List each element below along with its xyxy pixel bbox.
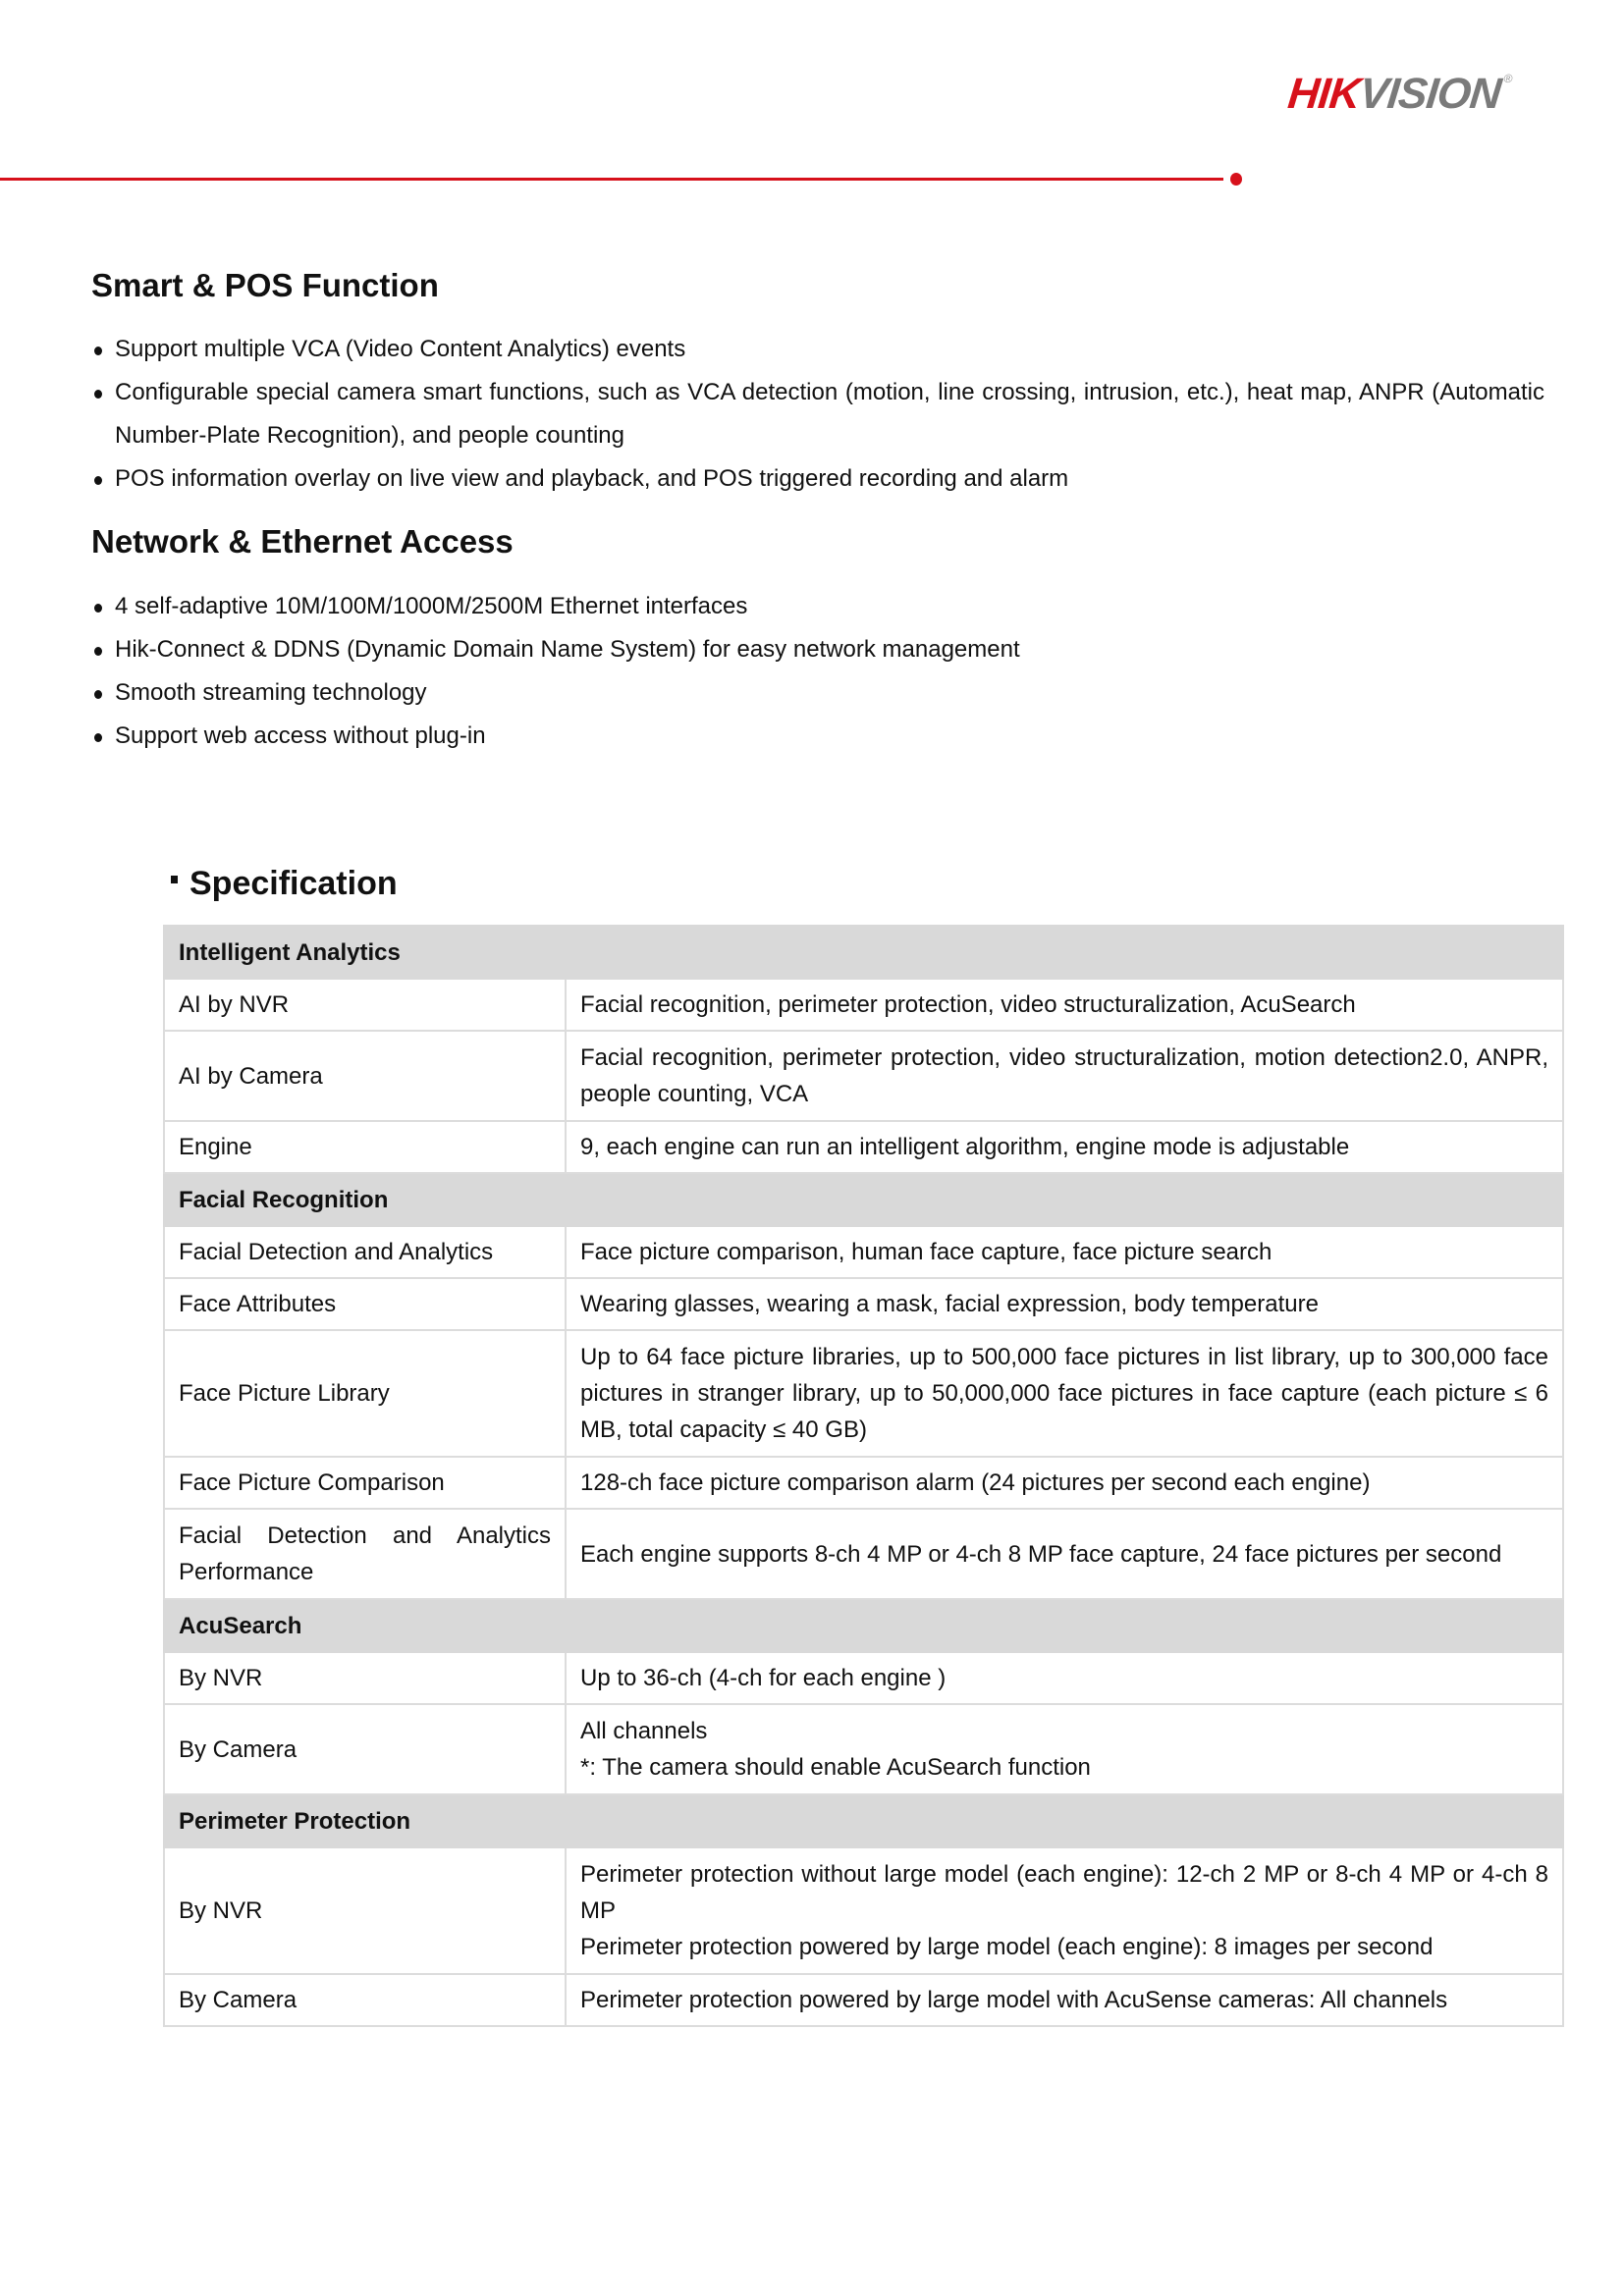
spec-key: By Camera bbox=[164, 1704, 566, 1794]
spec-value: Each engine supports 8-ch 4 MP or 4-ch 8 MP face capture, 24 face pictures per second bbox=[566, 1509, 1563, 1599]
specification-table bbox=[163, 925, 1564, 2027]
spec-value-line: All channels bbox=[580, 1718, 708, 1744]
logo-part-vision: VISION bbox=[1357, 70, 1503, 118]
spec-value: Wearing glasses, wearing a mask, facial expression, body temperature bbox=[566, 1278, 1563, 1330]
spec-key: Face Picture Comparison bbox=[164, 1457, 566, 1509]
bullet-item: POS information overlay on live view and playback, and POS triggered recording and alarm bbox=[91, 457, 1544, 501]
spec-value bbox=[566, 1704, 1563, 1794]
logo-part-hik: HIK bbox=[1285, 70, 1363, 118]
spec-value: Facial recognition, perimeter protection, video structuralization, motion detection2.0, ANPR, people counting, VCA bbox=[566, 1031, 1563, 1121]
spec-key: Face Attributes bbox=[164, 1278, 566, 1330]
table-row bbox=[164, 1121, 1563, 1173]
bullet-list-network bbox=[91, 585, 1544, 758]
spec-value: Up to 36-ch (4-ch for each engine ) bbox=[566, 1652, 1563, 1704]
specification-title bbox=[171, 864, 398, 903]
table-row bbox=[164, 1457, 1563, 1509]
section-heading-smart-pos: Smart & POS Function bbox=[91, 267, 439, 303]
spec-value-note: *: The camera should enable AcuSearch function bbox=[580, 1754, 1091, 1781]
spec-value: Up to 64 face picture libraries, up to 500,000 face pictures in list library, up to 300,000 face pictures in stranger library, up to 50,000,000 face pictures in face capture (each picture ≤ 6 MB, total capacity ≤ 40 GB) bbox=[566, 1330, 1563, 1457]
section-heading-network: Network & Ethernet Access bbox=[91, 523, 514, 560]
table-row bbox=[164, 1278, 1563, 1330]
table-row bbox=[164, 1509, 1563, 1599]
group-title: Intelligent Analytics bbox=[164, 926, 1563, 979]
group-title: AcuSearch bbox=[164, 1599, 1563, 1652]
spec-value: Facial recognition, perimeter protection, video structuralization, AcuSearch bbox=[566, 979, 1563, 1031]
table-row bbox=[164, 1652, 1563, 1704]
group-title: Perimeter Protection bbox=[164, 1794, 1563, 1847]
spec-value: Perimeter protection powered by large model with AcuSense cameras: All channels bbox=[566, 1974, 1563, 2026]
table-row bbox=[164, 1704, 1563, 1794]
table-row bbox=[164, 1330, 1563, 1457]
spec-value-line: Perimeter protection powered by large model (each engine): 8 images per second bbox=[580, 1934, 1434, 1960]
bullet-item: Configurable special camera smart functions, such as VCA detection (motion, line crossing, intrusion, etc.), heat map, ANPR (Automatic Number-Plate Recognition), and people counting bbox=[91, 371, 1544, 457]
spec-value: 128-ch face picture comparison alarm (24 pictures per second each engine) bbox=[566, 1457, 1563, 1509]
table-row bbox=[164, 1031, 1563, 1121]
spec-key: By Camera bbox=[164, 1974, 566, 2026]
table-group-header bbox=[164, 1173, 1563, 1226]
table-row bbox=[164, 979, 1563, 1031]
table-group-header bbox=[164, 1599, 1563, 1652]
spec-value: 9, each engine can run an intelligent algorithm, engine mode is adjustable bbox=[566, 1121, 1563, 1173]
bullet-item: Support multiple VCA (Video Content Analytics) events bbox=[91, 328, 1544, 371]
square-bullet-icon bbox=[171, 876, 178, 883]
table-group-header bbox=[164, 1794, 1563, 1847]
spec-key: AI by Camera bbox=[164, 1031, 566, 1121]
bullet-item: Smooth streaming technology bbox=[91, 671, 1544, 715]
table-row bbox=[164, 1847, 1563, 1974]
bullet-item: 4 self-adaptive 10M/100M/1000M/2500M Ethernet interfaces bbox=[91, 585, 1544, 628]
spec-key: By NVR bbox=[164, 1652, 566, 1704]
spec-key: Face Picture Library bbox=[164, 1330, 566, 1457]
table-row bbox=[164, 1226, 1563, 1278]
spec-key: Facial Detection and Analytics Performance bbox=[164, 1509, 566, 1599]
spec-value: Face picture comparison, human face capture, face picture search bbox=[566, 1226, 1563, 1278]
header-divider-line bbox=[0, 178, 1223, 181]
specification-title-text: Specification bbox=[189, 865, 398, 902]
spec-key: By NVR bbox=[164, 1847, 566, 1974]
group-title: Facial Recognition bbox=[164, 1173, 1563, 1226]
hikvision-logo bbox=[1285, 70, 1513, 118]
header-divider-dot bbox=[1230, 173, 1242, 186]
table-group-header bbox=[164, 926, 1563, 979]
spec-key: AI by NVR bbox=[164, 979, 566, 1031]
spec-key: Facial Detection and Analytics bbox=[164, 1226, 566, 1278]
bullet-item: Hik-Connect & DDNS (Dynamic Domain Name System) for easy network management bbox=[91, 628, 1544, 671]
spec-key: Engine bbox=[164, 1121, 566, 1173]
spec-value bbox=[566, 1847, 1563, 1974]
spec-value-line: Perimeter protection without large model (each engine): 12-ch 2 MP or 8-ch 4 MP or 4-ch 8 MP bbox=[580, 1861, 1548, 1924]
registered-mark: ® bbox=[1502, 72, 1513, 85]
table-row bbox=[164, 1974, 1563, 2026]
bullet-item: Support web access without plug-in bbox=[91, 715, 1544, 758]
bullet-list-smart-pos bbox=[91, 328, 1544, 501]
